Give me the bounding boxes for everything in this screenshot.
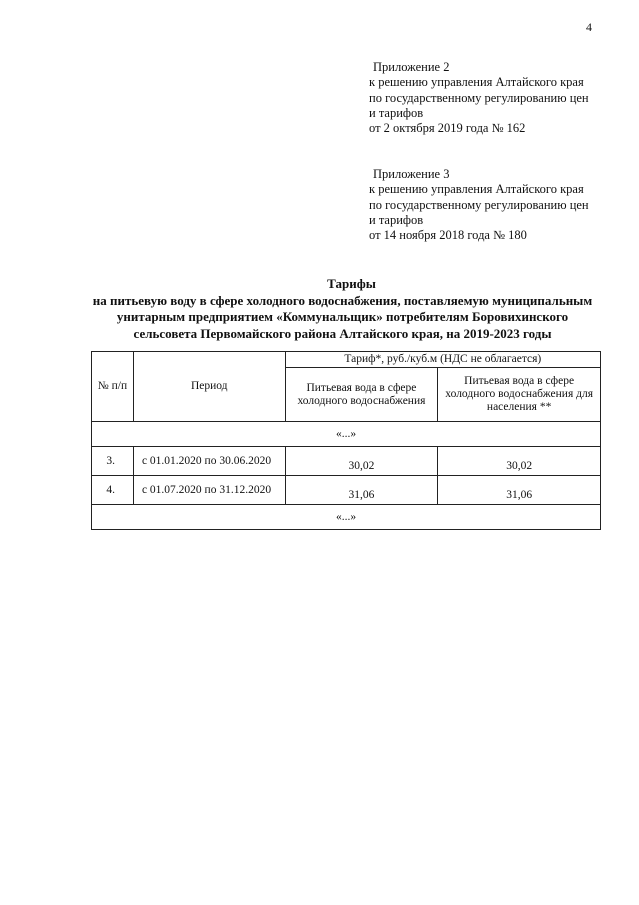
row-tariff-population: 30,02 (438, 447, 601, 476)
appendix-2-line2: по государственному регулированию цен (369, 90, 589, 105)
heading-line2: унитарным предприятием «Коммунальщик» потребителям Боровихинского (116, 309, 569, 324)
header-tariff-population: Питьевая вода в сфере холодного водоснабжения для населения ** (438, 368, 601, 422)
header-period: Период (133, 352, 285, 422)
table-ellipsis-row (92, 505, 601, 530)
table-ellipsis-row (92, 422, 601, 447)
header-number: № п/п (92, 352, 134, 422)
row-period: с 01.07.2020 по 31.12.2020 (133, 476, 285, 505)
appendix-2-line1: к решению управления Алтайского края (369, 75, 584, 90)
row-tariff: 30,02 (285, 447, 438, 476)
row-number: 4. (92, 476, 134, 505)
heading-line3: сельсовета Первомайского района Алтайского края, на 2019-2023 годы (133, 325, 552, 341)
appendix-2-title: Приложение 2 (373, 60, 450, 74)
header-tariff-general: Питьевая вода в сфере холодного водоснабжения (285, 368, 438, 422)
heading-title: Тарифы (327, 276, 376, 291)
header-tariff: Тариф*, руб./куб.м (НДС не облагается) (285, 352, 600, 368)
appendix-2-line4: от 2 октября 2019 года № 162 (369, 121, 526, 136)
page-number: 4 (586, 20, 592, 34)
appendix-3-line2: по государственному регулированию цен (369, 197, 589, 212)
appendix-2-block (369, 60, 629, 136)
appendix-2-line3: и тарифов (369, 105, 424, 120)
document-heading (70, 276, 615, 342)
table-row (92, 476, 601, 505)
row-tariff-population: 31,06 (438, 476, 601, 505)
appendix-3-title: Приложение 3 (373, 167, 450, 181)
heading-line1: на питьевую воду в сфере холодного водоснабжения, поставляемую муниципальным (92, 292, 593, 308)
ellipsis-bottom: «...» (92, 505, 601, 530)
table-row (92, 447, 601, 476)
table-header-row (92, 352, 601, 368)
appendix-3-line4: от 14 ноября 2018 года № 180 (369, 228, 527, 243)
appendix-3-line3: и тарифов (369, 212, 424, 227)
tariff-table (91, 351, 601, 530)
row-period: с 01.01.2020 по 30.06.2020 (133, 447, 285, 476)
row-number: 3. (92, 447, 134, 476)
ellipsis-top: «...» (92, 422, 601, 447)
appendix-3-line1: к решению управления Алтайского края (369, 182, 584, 197)
row-tariff: 31,06 (285, 476, 438, 505)
appendix-3-block (369, 167, 629, 243)
